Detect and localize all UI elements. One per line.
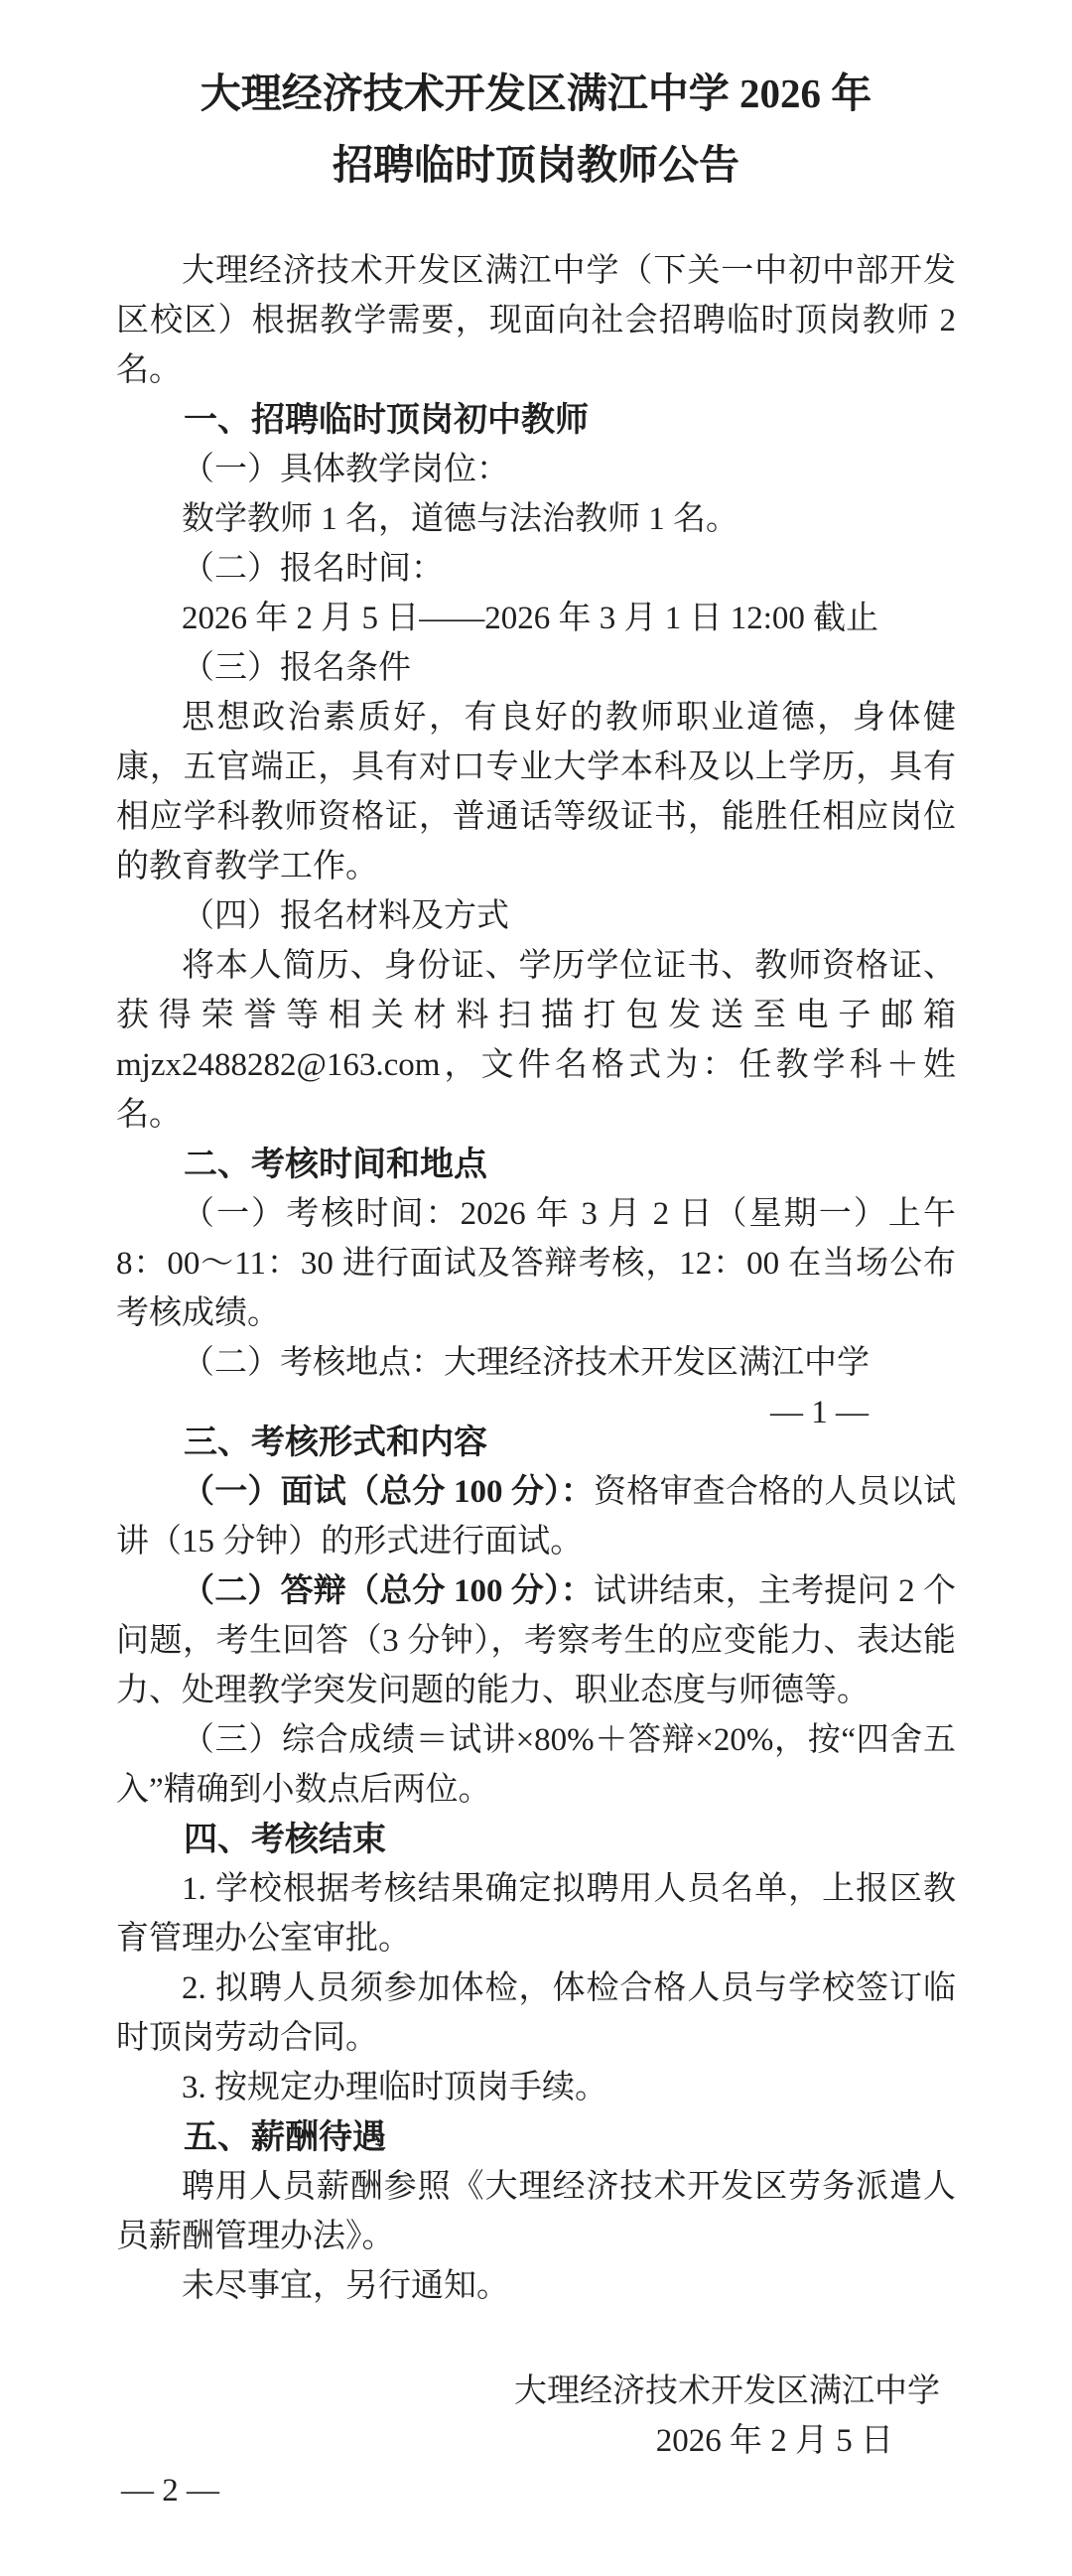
section3-item3-text: 按“四舍五入”精确到小数点后两位。 <box>116 1722 956 1808</box>
section1-sub3-text: 思想政治素质好，有良好的教师职业道德，身体健康，五官端正，具有对口专业大学本科及以上学历，具有相应学科教师资格证，普通话等级证书，能胜任相应岗位的教育教学工作。 <box>116 700 956 884</box>
section4-item3: 3. 按规定办理临时顶岗手续。 <box>182 2070 607 2105</box>
document-title-line-1: 大理经济技术开发区满江中学 2026 年 <box>200 70 872 116</box>
section1-heading: 一、招聘临时顶岗初中教师 <box>184 401 589 439</box>
section3-item3-lead: （三）综合成绩＝试讲×80%＋答辩×20%， <box>182 1722 808 1758</box>
section1-sub3-heading: （三）报名条件 <box>182 650 411 686</box>
document-title-line-2: 招聘临时顶岗教师公告 <box>333 142 739 188</box>
section2-item2: （二）考核地点：大理经济技术开发区满江中学 <box>182 1345 870 1381</box>
section4-item1: 1. 学校根据考核结果确定拟聘用人员名单，上报区教育管理办公室审批。 <box>116 1871 956 1957</box>
section3-item3 <box>116 1715 956 1815</box>
section4-item2: 2. 拟聘人员须参加体检，体检合格人员与学校签订临时顶岗劳动合同。 <box>116 1970 956 2056</box>
section1-sub2-heading: （二）报名时间： <box>182 551 444 587</box>
section1-sub1-heading: （一）具体教学岗位： <box>182 452 509 487</box>
section1-sub2-text: 2026 年 2 月 5 日——2026 年 3 月 1 日 12:00 截止 <box>182 601 879 636</box>
section5-text1: 聘用人员薪酬参照《大理经济技术开发区劳务派遣人员薪酬管理办法》。 <box>116 2169 956 2254</box>
section3-item1-text: 资格审查合格的人员以试讲（15 分钟）的形式进行面试。 <box>116 1474 957 1559</box>
section1-sub4-heading: （四）报名材料及方式 <box>182 898 509 934</box>
intro-paragraph: 大理经济技术开发区满江中学（下关一中初中部开发区校区）根据教学需要，现面向社会招聘临时顶岗教师 2 名。 <box>116 253 956 388</box>
section3-item1-lead: （一）面试（总分 100 分）： <box>182 1474 595 1510</box>
document-body <box>116 246 957 2508</box>
page-1-number: — 1 — <box>770 1395 869 1430</box>
section2-item1: （一）考核时间：2026 年 3 月 2 日（星期一）上午 8：00～11：30 进行面试及答辩考核，12：00 在当场公布考核成绩。 <box>116 1196 956 1331</box>
section3-item2-lead: （二）答辩（总分 100 分）： <box>182 1573 594 1609</box>
section3-heading: 三、考核形式和内容 <box>184 1424 487 1461</box>
section5-text2: 未尽事宜，另行通知。 <box>182 2268 509 2304</box>
section2-heading: 二、考核时间和地点 <box>184 1146 487 1183</box>
section3-item2 <box>116 1566 956 1715</box>
signature-organization: 大理经济技术开发区满江中学 <box>514 2373 940 2409</box>
section5-heading: 五、薪酬待遇 <box>184 2118 386 2156</box>
section3-item2-text: 试讲结束，主考提问 2 个问题，考生回答（3 分钟），考察考生的应变能力、表达能力、处理教学突发问题的能力、职业态度与师德等。 <box>116 1573 956 1708</box>
section1-sub4-text: 将本人简历、身份证、学历学位证书、教师资格证、获得荣誉等相关材料扫描打包发送至电子邮箱 mjzx2488282@163.com，文件名格式为：任教学科＋姓名。 <box>116 948 956 1133</box>
signature-date: 2026 年 2 月 5 日 <box>655 2423 893 2459</box>
section4-heading: 四、考核结束 <box>184 1821 386 1858</box>
page-2-number: — 2 — <box>121 2473 219 2508</box>
section1-sub1-text: 数学教师 1 名，道德与法治教师 1 名。 <box>182 501 738 537</box>
section3-item1 <box>116 1467 956 1566</box>
